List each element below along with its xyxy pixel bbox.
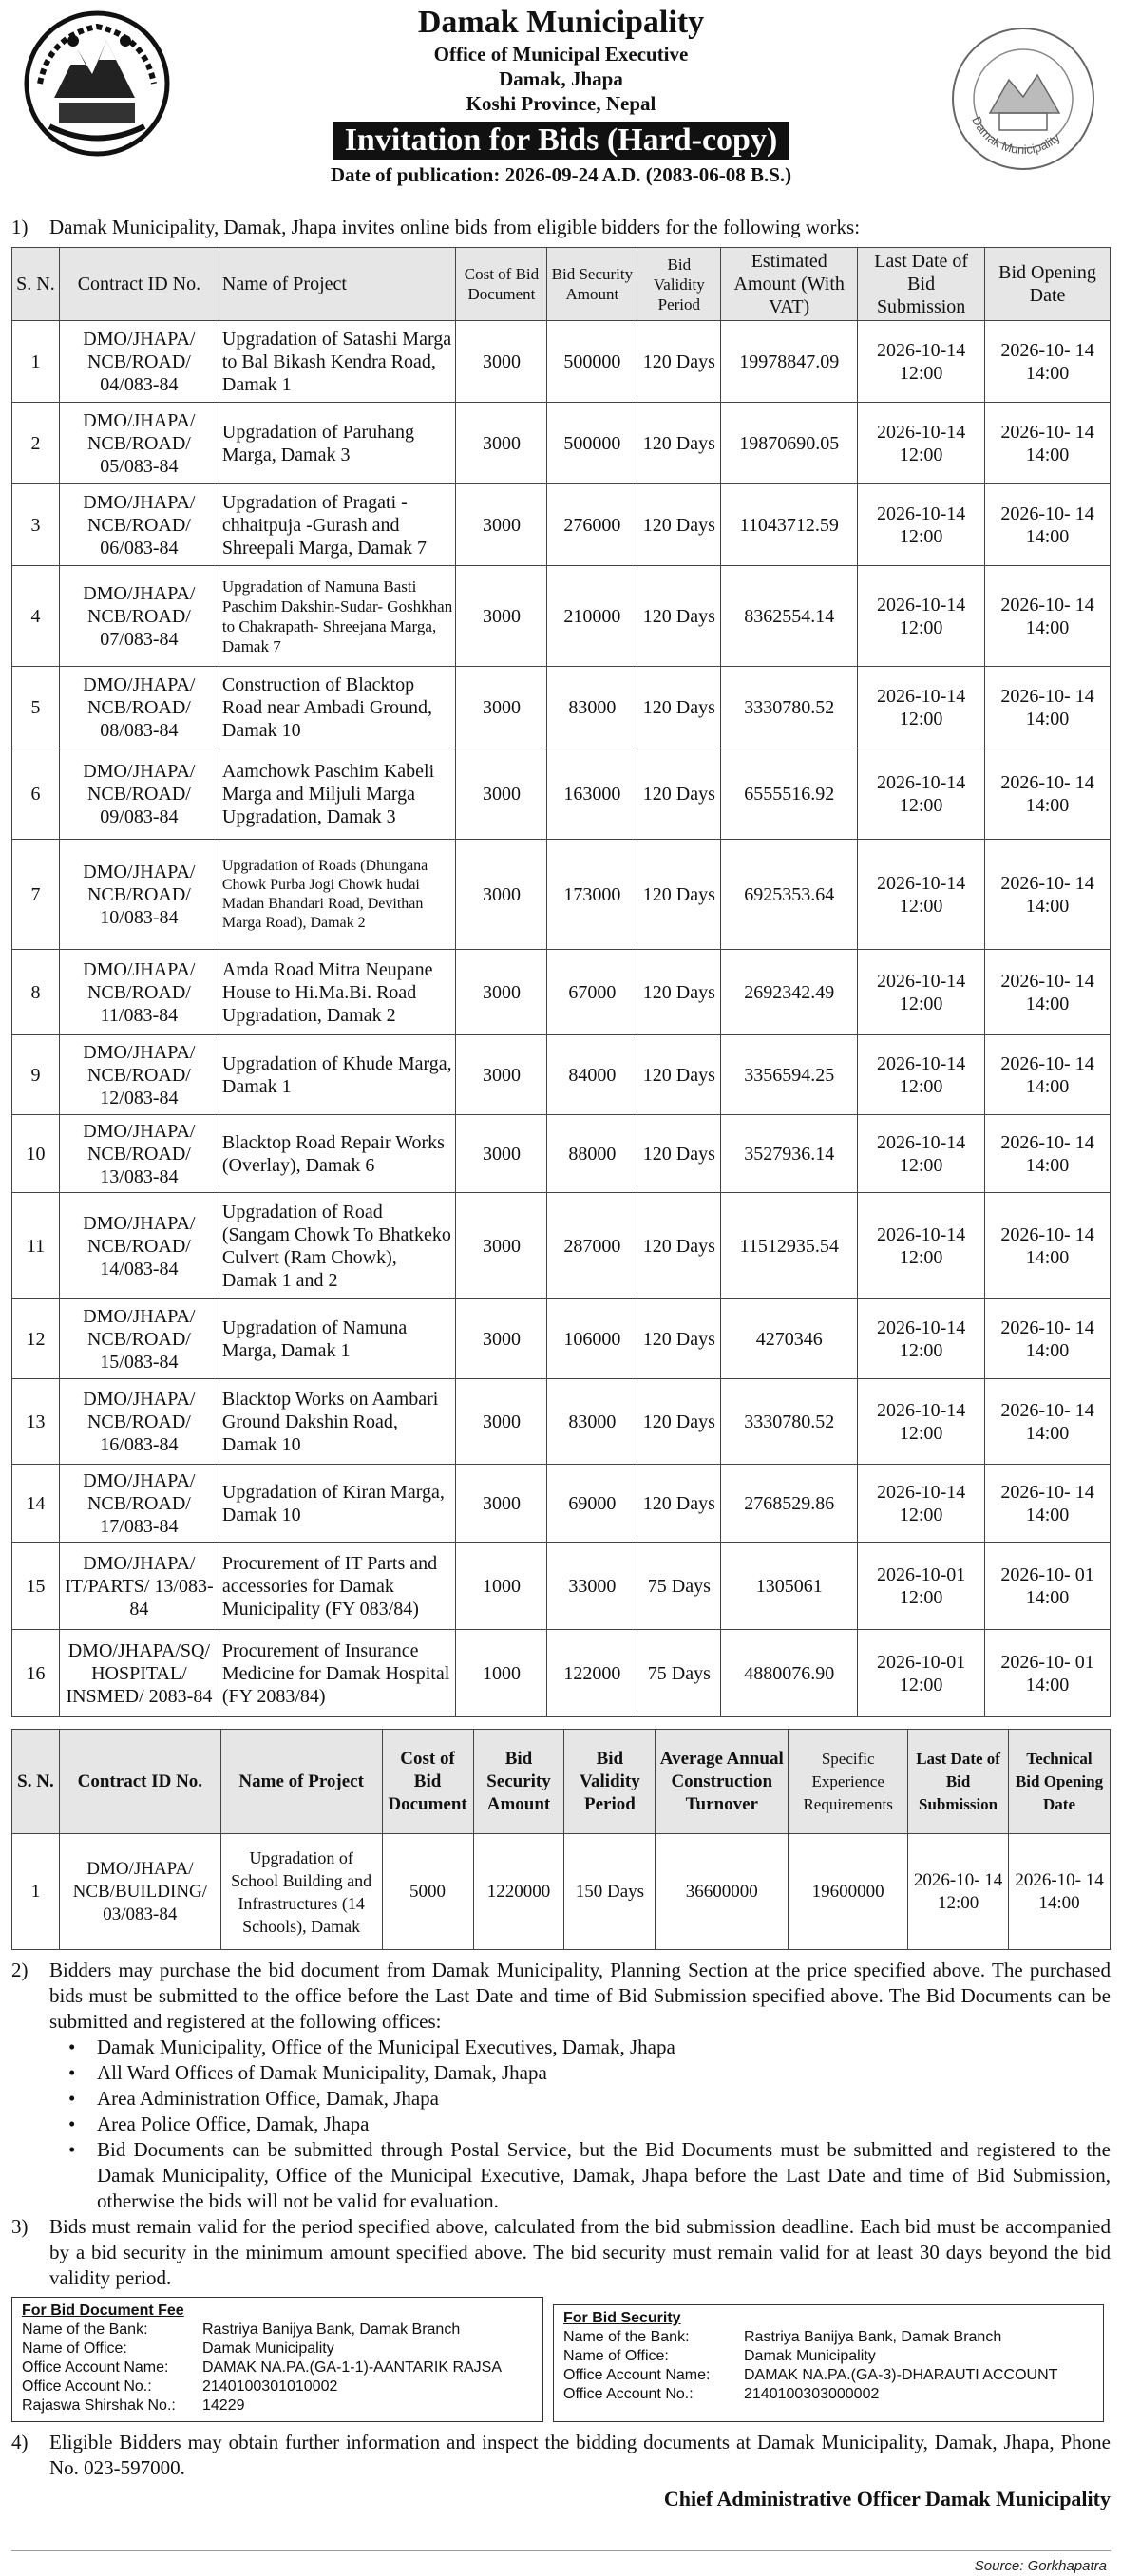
cell-last-date: 2026-10-14 12:00: [858, 1465, 985, 1543]
cell-estimated: 3330780.52: [721, 667, 858, 748]
cell-estimated: 3330780.52: [721, 1379, 858, 1465]
cell-validity: 120 Days: [637, 950, 721, 1035]
cell-contract-id: DMO/JHAPA/ NCB/ROAD/ 09/083-84: [59, 748, 219, 840]
signature-line: Chief Administrative Officer Damak Municipality: [663, 2487, 1111, 2510]
bank-row: [563, 2366, 1093, 2385]
cell-cost: 3000: [456, 667, 547, 748]
bank-value: Damak Municipality: [744, 2348, 876, 2364]
list-item: • All Ward Offices of Damak Municipality, Damak, Jhapa: [68, 2060, 1111, 2086]
cell-last-date: 2026-10-14 12:00: [858, 667, 985, 748]
bank-row: [563, 2385, 1093, 2404]
cell-contract-id: DMO/JHAPA/ NCB/ROAD/ 08/083-84: [59, 667, 219, 748]
cell-opening-date: 2026-10- 14 14:00: [985, 1465, 1111, 1543]
office-location: Damak, Jhapa: [499, 67, 623, 90]
section-number: 2): [11, 1959, 29, 1981]
cell-estimated: 6925353.64: [721, 840, 858, 950]
cell-sn: 7: [12, 840, 60, 950]
bank-key: Office Account Name:: [22, 2359, 169, 2376]
cell-contract-id: DMO/JHAPA/ NCB/ROAD/ 13/083-84: [59, 1115, 219, 1193]
cell-last-date: 2026-10-14 12:00: [858, 566, 985, 667]
table-row: [12, 1193, 1111, 1299]
cell-security: 33000: [547, 1543, 637, 1630]
cell-project: Upgradation of Khude Marga, Damak 1: [219, 1035, 456, 1115]
bank-key: Name of Office:: [563, 2348, 669, 2364]
bank-value: 2140100301010002: [202, 2378, 338, 2395]
table-row: [12, 1834, 1111, 1950]
bank-row: [563, 2328, 1093, 2347]
cell-estimated: 2692342.49: [721, 950, 858, 1035]
table-row: [12, 403, 1111, 484]
cell-sn: 4: [12, 566, 60, 667]
cell-sn: 2: [12, 403, 60, 484]
cell-contract-id: DMO/JHAPA/ NCB/ROAD/ 10/083-84: [59, 840, 219, 950]
bank-key: Office Account Name:: [563, 2367, 711, 2383]
bank-key: Name of Office:: [22, 2340, 127, 2357]
cell-opening-date: 2026-10- 14 14:00: [1009, 1834, 1111, 1950]
cell-validity: 120 Days: [637, 403, 721, 484]
cell-security: 500000: [547, 403, 637, 484]
list-item: • Area Police Office, Damak, Jhapa: [68, 2112, 1111, 2137]
cell-validity: 120 Days: [637, 1465, 721, 1543]
cell-project: Upgradation of Namuna Basti Paschim Dakshin-Sudar- Goshkhan to Chakrapath- Shreejana Marga, Damak 7: [219, 566, 456, 667]
cell-estimated: 8362554.14: [721, 566, 858, 667]
intro-number: 1): [11, 216, 29, 238]
cell-cost: 3000: [456, 1299, 547, 1379]
cell-last-date: 2026-10-14 12:00: [858, 748, 985, 840]
cell-sn: 5: [12, 667, 60, 748]
col-header: Cost of Bid Document: [456, 248, 547, 321]
cell-security: 88000: [547, 1115, 637, 1193]
bank-key: Office Account No.:: [563, 2386, 694, 2402]
cell-validity: 120 Days: [637, 1299, 721, 1379]
cell-validity: 120 Days: [637, 667, 721, 748]
cell-contract-id: DMO/JHAPA/ NCB/ROAD/ 12/083-84: [59, 1035, 219, 1115]
cell-estimated: 3527936.14: [721, 1115, 858, 1193]
cell-experience: 19600000: [789, 1834, 908, 1950]
col-header: Bid Security Amount: [473, 1730, 564, 1834]
cell-security: 173000: [547, 840, 637, 950]
cell-last-date: 2026-10-14 12:00: [858, 1115, 985, 1193]
bids-table-building: [11, 1729, 1111, 1950]
cell-security: 84000: [547, 1035, 637, 1115]
section-validity: [11, 2214, 1111, 2291]
cell-project: Blacktop Road Repair Works (Overlay), Damak 6: [219, 1115, 456, 1193]
col-header: S. N.: [12, 1730, 60, 1834]
col-header: Specific Experience Requirements: [789, 1730, 908, 1834]
cell-opening-date: 2026-10- 01 14:00: [985, 1543, 1111, 1630]
cell-sn: 14: [12, 1465, 60, 1543]
cell-sn: 16: [12, 1630, 60, 1717]
cell-last-date: 2026-10-14 12:00: [858, 403, 985, 484]
publication-date: Date of publication: 2026-09-24 A.D. (2083-06-08 B.S.): [330, 163, 792, 186]
cell-opening-date: 2026-10- 14 14:00: [985, 748, 1111, 840]
cell-project: Construction of Blacktop Road near Ambadi Ground, Damak 10: [219, 667, 456, 748]
cell-sn: 9: [12, 1035, 60, 1115]
cell-sn: 1: [12, 1834, 60, 1950]
cell-validity: 120 Days: [637, 1193, 721, 1299]
bids-table-works: [11, 247, 1111, 1717]
cell-security: 122000: [547, 1630, 637, 1717]
cell-security: 106000: [547, 1299, 637, 1379]
municipality-seal-icon: [947, 23, 1099, 175]
bank-details: [11, 2297, 1111, 2422]
cell-project: Upgradation of Satashi Marga to Bal Bikash Kendra Road, Damak 1: [219, 321, 456, 403]
cell-project: Upgradation of Namuna Marga, Damak 1: [219, 1299, 456, 1379]
cell-security: 1220000: [473, 1834, 564, 1950]
intro-paragraph: [11, 215, 1111, 239]
bank-box-title: For Bid Document Fee: [22, 2302, 184, 2319]
cell-opening-date: 2026-10- 14 14:00: [985, 1299, 1111, 1379]
bank-row: [22, 2377, 533, 2396]
bid-security-bank-box: [553, 2304, 1104, 2422]
cell-last-date: 2026-10-14 12:00: [858, 840, 985, 950]
col-header: Last Date of Bid Submission: [858, 248, 985, 321]
cell-security: 500000: [547, 321, 637, 403]
cell-estimated: 6555516.92: [721, 748, 858, 840]
building-table-header: [12, 1730, 1111, 1834]
cell-contract-id: DMO/JHAPA/ NCB/ROAD/ 06/083-84: [59, 484, 219, 566]
cell-sn: 1: [12, 321, 60, 403]
cell-project: Procurement of IT Parts and accessories for Damak Municipality (FY 083/84): [219, 1543, 456, 1630]
table-row: [12, 1465, 1111, 1543]
cell-sn: 6: [12, 748, 60, 840]
cell-cost: 3000: [456, 840, 547, 950]
table-row: [12, 1035, 1111, 1115]
cell-project: Procurement of Insurance Medicine for Damak Hospital (FY 2083/84): [219, 1630, 456, 1717]
municipality-title: Damak Municipality: [417, 5, 705, 40]
cell-estimated: 19870690.05: [721, 403, 858, 484]
table-row: [12, 321, 1111, 403]
cell-security: 67000: [547, 950, 637, 1035]
cell-security: 83000: [547, 1379, 637, 1465]
cell-contract-id: DMO/JHAPA/ NCB/ROAD/ 11/083-84: [59, 950, 219, 1035]
cell-cost: 3000: [456, 1193, 547, 1299]
cell-contract-id: DMO/JHAPA/ NCB/ROAD/ 14/083-84: [59, 1193, 219, 1299]
list-item: • Bid Documents can be submitted through Postal Service, but the Bid Documents must be submitted and registered to the Damak Municipality, Office of the Municipal Executive, Damak, Jhapa before the Last Date and time of Bid Submission, otherwise the bids will not be valid for evaluation.: [68, 2137, 1111, 2214]
cell-estimated: 11512935.54: [721, 1193, 858, 1299]
cell-last-date: 2026-10-01 12:00: [858, 1543, 985, 1630]
cell-sn: 13: [12, 1379, 60, 1465]
col-header: Name of Project: [219, 248, 456, 321]
office-name: Office of Municipal Executive: [433, 43, 689, 66]
cell-validity: 120 Days: [637, 840, 721, 950]
cell-validity: 120 Days: [637, 1379, 721, 1465]
table-row: [12, 748, 1111, 840]
bank-row: [22, 2396, 533, 2415]
cell-project: Upgradation of Paruhang Marga, Damak 3: [219, 403, 456, 484]
cell-opening-date: 2026-10- 14 14:00: [985, 1035, 1111, 1115]
notice-banner: Invitation for Bids (Hard-copy): [333, 122, 789, 160]
bank-value: 14229: [202, 2397, 245, 2414]
cell-sn: 10: [12, 1115, 60, 1193]
table-row: [12, 1299, 1111, 1379]
col-header: Contract ID No.: [59, 1730, 220, 1834]
bank-value: DAMAK NA.PA.(GA-1-1)-AANTARIK RAJSA: [202, 2359, 503, 2376]
col-header: Bid Validity Period: [637, 248, 721, 321]
cell-opening-date: 2026-10- 14 14:00: [985, 840, 1111, 950]
col-header: Average Annual Construction Turnover: [656, 1730, 789, 1834]
cell-cost: 3000: [456, 950, 547, 1035]
col-header: Bid Security Amount: [547, 248, 637, 321]
list-item: • Damak Municipality, Office of the Municipal Executives, Damak, Jhapa: [68, 2035, 1111, 2060]
cell-project: Amda Road Mitra Neupane House to Hi.Ma.Bi. Road Upgradation, Damak 2: [219, 950, 456, 1035]
cell-last-date: 2026-10-14 12:00: [858, 1379, 985, 1465]
cell-cost: 3000: [456, 1379, 547, 1465]
table-row: [12, 1379, 1111, 1465]
bank-row: [563, 2347, 1093, 2366]
cell-opening-date: 2026-10- 01 14:00: [985, 1630, 1111, 1717]
bid-fee-bank-box: [11, 2297, 543, 2422]
cell-last-date: 2026-10-14 12:00: [858, 950, 985, 1035]
bank-row: [22, 2339, 533, 2358]
cell-project: Blacktop Works on Aambari Ground Dakshin Road, Damak 10: [219, 1379, 456, 1465]
section-text: Bids must remain valid for the period specified above, calculated from the bid submission deadline. Each bid must be accompanied by a bid security in the minimum amount specified above. The bid security must remain valid for at least 30 days beyond the bid validity period.: [49, 2215, 1111, 2289]
cell-validity: 120 Days: [637, 748, 721, 840]
table-row: [12, 566, 1111, 667]
footer-divider: [11, 2550, 1111, 2551]
cell-opening-date: 2026-10- 14 14:00: [985, 321, 1111, 403]
cell-estimated: 11043712.59: [721, 484, 858, 566]
cell-project: Upgradation of Kiran Marga, Damak 10: [219, 1465, 456, 1543]
cell-opening-date: 2026-10- 14 14:00: [985, 950, 1111, 1035]
cell-opening-date: 2026-10- 14 14:00: [985, 667, 1111, 748]
cell-validity: 120 Days: [637, 321, 721, 403]
bank-value: Rastriya Banijya Bank, Damak Branch: [202, 2321, 461, 2338]
col-header: Contract ID No.: [59, 248, 219, 321]
section-submission: [11, 1958, 1111, 2035]
cell-validity: 120 Days: [637, 1115, 721, 1193]
col-header: Bid Validity Period: [564, 1730, 656, 1834]
cell-cost: 1000: [456, 1543, 547, 1630]
col-header: Technical Bid Opening Date: [1009, 1730, 1111, 1834]
cell-security: 69000: [547, 1465, 637, 1543]
cell-sn: 15: [12, 1543, 60, 1630]
cell-validity: 75 Days: [637, 1543, 721, 1630]
col-header: Last Date of Bid Submission: [908, 1730, 1009, 1834]
cell-project: Upgradation of School Building and Infrastructures (14 Schools), Damak: [220, 1834, 382, 1950]
cell-contract-id: DMO/JHAPA/ NCB/ROAD/ 16/083-84: [59, 1379, 219, 1465]
cell-validity: 120 Days: [637, 484, 721, 566]
cell-opening-date: 2026-10- 14 14:00: [985, 1115, 1111, 1193]
cell-contract-id: DMO/JHAPA/ IT/PARTS/ 13/083-84: [59, 1543, 219, 1630]
cell-opening-date: 2026-10- 14 14:00: [985, 1193, 1111, 1299]
table-row: [12, 840, 1111, 950]
section-contact: [11, 2430, 1111, 2481]
bank-box-title: For Bid Security: [563, 2310, 681, 2326]
cell-last-date: 2026-10-14 12:00: [858, 1035, 985, 1115]
cell-estimated: 4880076.90: [721, 1630, 858, 1717]
province-name: Koshi Province, Nepal: [466, 92, 656, 115]
cell-estimated: 4270346: [721, 1299, 858, 1379]
section-text: Eligible Bidders may obtain further information and inspect the bidding documents at Damak Municipality, Damak, Jhapa, Phone No. 023-597000.: [49, 2431, 1111, 2479]
cell-cost: 5000: [382, 1834, 473, 1950]
cell-last-date: 2026-10-14 12:00: [858, 484, 985, 566]
nepal-emblem-icon: [21, 8, 173, 160]
cell-cost: 3000: [456, 1465, 547, 1543]
col-header: Bid Opening Date: [985, 248, 1111, 321]
cell-security: 210000: [547, 566, 637, 667]
cell-sn: 12: [12, 1299, 60, 1379]
cell-estimated: 1305061: [721, 1543, 858, 1630]
cell-contract-id: DMO/JHAPA/ NCB/ROAD/ 05/083-84: [59, 403, 219, 484]
cell-estimated: 2768529.86: [721, 1465, 858, 1543]
source-credit: Source: Gorkhapatra: [974, 2558, 1107, 2574]
cell-cost: 1000: [456, 1630, 547, 1717]
table-row: [12, 667, 1111, 748]
col-header: Estimated Amount (With VAT): [721, 248, 858, 321]
cell-validity: 120 Days: [637, 1035, 721, 1115]
cell-opening-date: 2026-10- 14 14:00: [985, 403, 1111, 484]
cell-contract-id: DMO/JHAPA/ NCB/ROAD/ 04/083-84: [59, 321, 219, 403]
bank-key: Rajaswa Shirshak No.:: [22, 2397, 176, 2414]
section-text: Bidders may purchase the bid document from Damak Municipality, Planning Section at the price specified above. The purchased bids must be submitted to the office before the Last Date and time of Bid Submission specified above. The Bid Documents can be submitted and registered at the following offices:: [49, 1959, 1111, 2033]
cell-security: 276000: [547, 484, 637, 566]
cell-sn: 11: [12, 1193, 60, 1299]
cell-contract-id: DMO/JHAPA/ NCB/BUILDING/ 03/083-84: [59, 1834, 220, 1950]
cell-project: Upgradation of Roads (Dhungana Chowk Purba Jogi Chowk hudai Madan Bhandari Road, Devithan Marga Road), Damak 2: [219, 840, 456, 950]
cell-cost: 3000: [456, 1035, 547, 1115]
cell-contract-id: DMO/JHAPA/ NCB/ROAD/ 07/083-84: [59, 566, 219, 667]
cell-security: 287000: [547, 1193, 637, 1299]
bids-table-header: [12, 248, 1111, 321]
table-row: [12, 950, 1111, 1035]
cell-last-date: 2026-10-14 12:00: [858, 321, 985, 403]
cell-last-date: 2026-10-14 12:00: [858, 1193, 985, 1299]
cell-contract-id: DMO/JHAPA/SQ/ HOSPITAL/ INSMED/ 2083-84: [59, 1630, 219, 1717]
cell-cost: 3000: [456, 484, 547, 566]
cell-contract-id: DMO/JHAPA/ NCB/ROAD/ 17/083-84: [59, 1465, 219, 1543]
col-header: S. N.: [12, 248, 60, 321]
list-item: • Area Administration Office, Damak, Jhapa: [68, 2086, 1111, 2112]
cell-cost: 3000: [456, 748, 547, 840]
cell-opening-date: 2026-10- 14 14:00: [985, 566, 1111, 667]
cell-cost: 3000: [456, 321, 547, 403]
cell-security: 163000: [547, 748, 637, 840]
table-row: [12, 1115, 1111, 1193]
bank-key: Name of the Bank:: [563, 2329, 690, 2345]
bank-value: Damak Municipality: [202, 2340, 334, 2357]
cell-validity: 150 Days: [564, 1834, 656, 1950]
bank-value: DAMAK NA.PA.(GA-3)-DHARAUTI ACCOUNT: [744, 2367, 1058, 2383]
seal-text: Damak Municipality: [969, 114, 1063, 158]
col-header: Name of Project: [220, 1730, 382, 1834]
col-header: Cost of Bid Document: [382, 1730, 473, 1834]
cell-last-date: 2026-10- 14 12:00: [908, 1834, 1009, 1950]
office-list: [68, 2035, 1111, 2214]
bank-value: Rastriya Banijya Bank, Damak Branch: [744, 2329, 1002, 2345]
cell-sn: 3: [12, 484, 60, 566]
cell-last-date: 2026-10-14 12:00: [858, 1299, 985, 1379]
table-row: [12, 484, 1111, 566]
table-row: [12, 1543, 1111, 1630]
cell-cost: 3000: [456, 403, 547, 484]
bank-key: Office Account No.:: [22, 2378, 152, 2395]
section-number: 4): [11, 2431, 29, 2453]
notice-header: [11, 0, 1111, 215]
table-row: [12, 1630, 1111, 1717]
bank-value: 2140100303000002: [744, 2386, 880, 2402]
cell-sn: 8: [12, 950, 60, 1035]
cell-project: Upgradation of Pragati - chhaitpuja -Gurash and Shreepali Marga, Damak 7: [219, 484, 456, 566]
svg-text:Damak Municipality: [969, 114, 1063, 157]
bank-row: [22, 2320, 533, 2339]
bank-key: Name of the Bank:: [22, 2321, 148, 2338]
cell-cost: 3000: [456, 1115, 547, 1193]
cell-project: Aamchowk Paschim Kabeli Marga and Miljuli Marga Upgradation, Damak 3: [219, 748, 456, 840]
section-number: 3): [11, 2215, 29, 2238]
cell-security: 83000: [547, 667, 637, 748]
cell-turnover: 36600000: [656, 1834, 789, 1950]
cell-opening-date: 2026-10- 14 14:00: [985, 484, 1111, 566]
intro-text: Damak Municipality, Damak, Jhapa invites online bids from eligible bidders for the following works:: [49, 216, 861, 238]
cell-cost: 3000: [456, 566, 547, 667]
cell-validity: 75 Days: [637, 1630, 721, 1717]
cell-estimated: 19978847.09: [721, 321, 858, 403]
cell-estimated: 3356594.25: [721, 1035, 858, 1115]
bank-row: [22, 2358, 533, 2377]
cell-project: Upgradation of Road (Sangam Chowk To Bhatkeko Culvert (Ram Chowk), Damak 1 and 2: [219, 1193, 456, 1299]
cell-contract-id: DMO/JHAPA/ NCB/ROAD/ 15/083-84: [59, 1299, 219, 1379]
cell-validity: 120 Days: [637, 566, 721, 667]
cell-opening-date: 2026-10- 14 14:00: [985, 1379, 1111, 1465]
cell-last-date: 2026-10-01 12:00: [858, 1630, 985, 1717]
